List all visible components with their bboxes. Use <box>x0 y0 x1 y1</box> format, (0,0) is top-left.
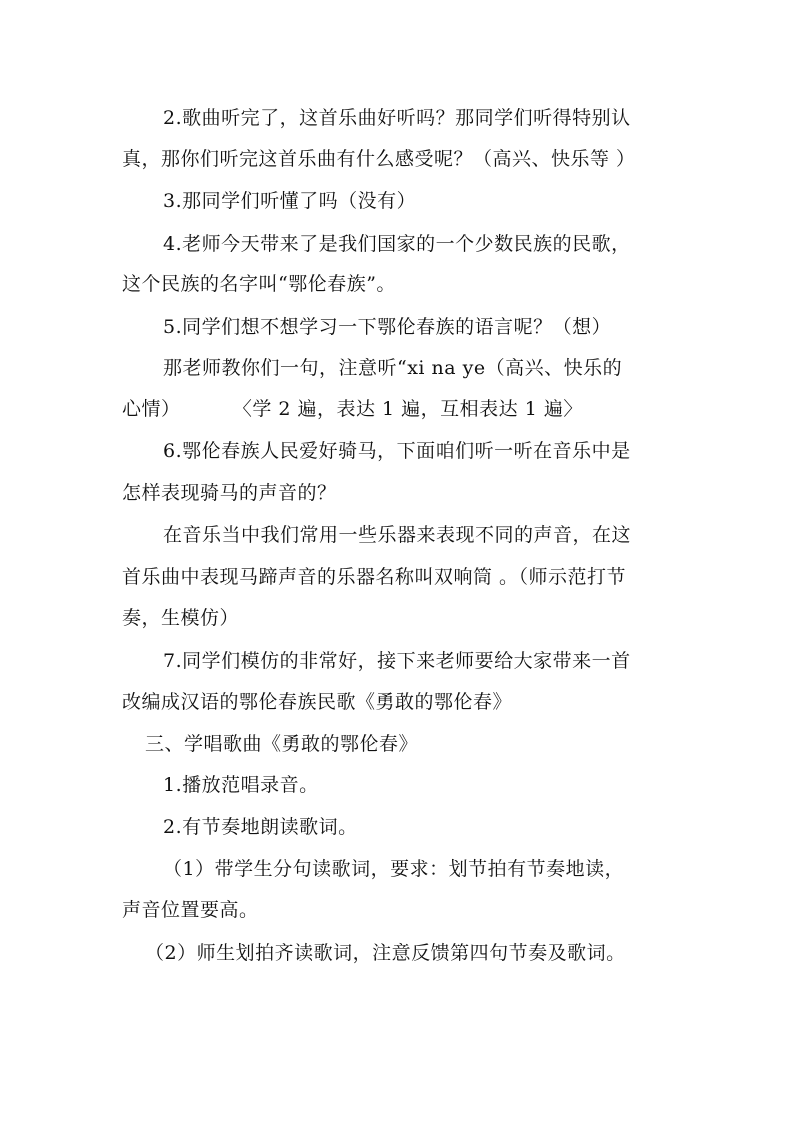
paragraph-line: 7.同学们模仿的非常好，接下来老师要给大家带来一首 <box>163 650 631 672</box>
paragraph-line: 心情） 〈学 2 遍，表达 1 遍，互相表达 1 遍〉 <box>122 398 583 420</box>
paragraph-line: 真，那你们听完这首乐曲有什么感受呢？（高兴、快乐等 ） <box>122 148 636 170</box>
paragraph-line: 在音乐当中我们常用一些乐器来表现不同的声音，在这 <box>163 524 632 546</box>
section-heading: 三、学唱歌曲《勇敢的鄂伦春》 <box>145 733 419 755</box>
paragraph-line: （2）师生划拍齐读歌词，注意反馈第四句节奏及歌词。 <box>145 942 626 964</box>
paragraph-line: 2.有节奏地朗读歌词。 <box>163 816 358 838</box>
paragraph-line: 怎样表现骑马的声音的？ <box>122 482 337 504</box>
paragraph-line: （1）带学生分句读歌词，要求：划节拍有节奏地读， <box>163 858 625 880</box>
paragraph-line: 改编成汉语的鄂伦春族民歌《勇敢的鄂伦春》 <box>122 691 513 713</box>
paragraph-line: 5.同学们想不想学习一下鄂伦春族的语言呢？（想） <box>163 316 612 338</box>
paragraph-line: 这个民族的名字叫“鄂伦春族”。 <box>122 273 396 295</box>
paragraph-line: 4.老师今天带来了是我们国家的一个少数民族的民歌， <box>163 233 631 255</box>
paragraph-line: 1.播放范唱录音。 <box>163 774 319 796</box>
paragraph-line: 2.歌曲听完了，这首乐曲好听吗？那同学们听得特别认 <box>163 107 631 129</box>
paragraph-line: 3.那同学们听懂了吗（没有） <box>163 190 417 212</box>
paragraph-line: 那老师教你们一句，注意听“xi na ye（高兴、快乐的 <box>163 357 623 379</box>
paragraph-line: 6.鄂伦春族人民爱好骑马，下面咱们听一听在音乐中是 <box>163 440 631 462</box>
paragraph-line: 首乐曲中表现马蹄声音的乐器名称叫双响筒 。（师示范打节 <box>122 566 627 588</box>
paragraph-line: 声音位置要高。 <box>122 899 259 921</box>
paragraph-line: 奏，生模仿） <box>122 607 240 629</box>
